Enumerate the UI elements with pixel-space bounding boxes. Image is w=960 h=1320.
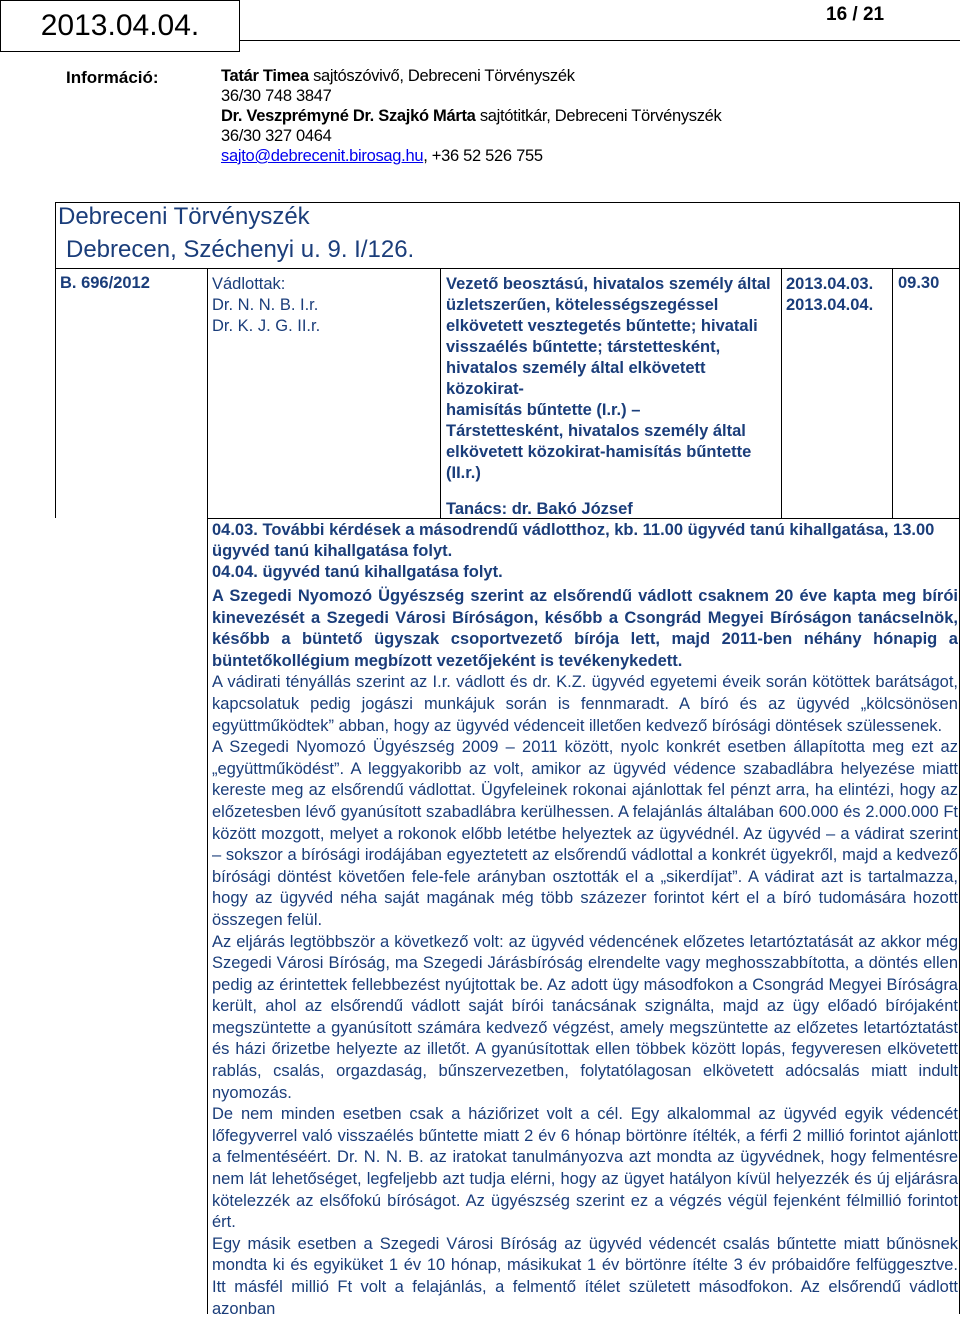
contact2-name: Dr. Veszprémyné Dr. Szajkó Márta bbox=[221, 107, 476, 125]
contact1-phone: 36/30 748 3847 bbox=[221, 87, 332, 105]
table-rule-left bbox=[55, 268, 56, 518]
paragraph: Egy másik esetben a Szegedi Városi Bíróság az ügyvéd védencét csalás bűntette miatt bűnösnek mondta ki és egyiküket 1 év 10 hónap, másikukat 1 év börtönre ítélte 3 év próbaidőre felfüggesztve. Itt másfél millió Ft volt a felajánlás, a felmentő ítélet született másodfokon. Az elsőrendű vádlott azonban bbox=[212, 1234, 958, 1318]
info-label: Információ: bbox=[66, 68, 159, 87]
contact1-role: sajtószóvivő, Debreceni Törvényszék bbox=[308, 67, 575, 85]
paragraph: De nem minden esetben csak a háziőrizet volt a cél. Egy alkalommal az ügyvéd egyik védencét lőfegyverrel való visszaélés bűntette miatt 2 év 6 hónap börtönre ítélték, a férfi 2 millió forintot ajánlott a felmentéséért. Dr. N. N. B. az iratokat tanulmányozva azt mondta az ügyvédnek, hogy felmentésre nem lát lehetőséget, legfeljebb azt tudja elérni, hogy az ügyet hatályon kívül helyezzék és új eljárásra kötelezzék az elsőfokú bíróságot. Az ügyészség szerint ez a végzés végül fejenként félmillió forintot ért. bbox=[212, 1105, 958, 1232]
email-line bbox=[221, 146, 722, 166]
charge-line: üzletszerűen, kötelességszegéssel bbox=[446, 296, 719, 314]
defendant-1: Dr. N. N. B. I.r. bbox=[212, 296, 319, 314]
table-rule-col1 bbox=[207, 268, 208, 1314]
charge-line: visszaélés bűntette; társtettesként, bbox=[446, 338, 721, 356]
court-name: Debreceni Törvényszék bbox=[58, 203, 310, 230]
info-block bbox=[221, 66, 722, 166]
paragraph: A vádirati tényállás szerint az I.r. vádlott és dr. K.Z. ügyvéd egyetemi éveik során kötöttek barátságot, kapcsolatuk pedig jogászi munkájuk során is fennmaradt. A bíró és az ügyvéd „kölcsönösen együttműködtek” abban, hogy az ügyvéd védenceit illetően kedvező bírósági döntések szülessenek. bbox=[212, 673, 958, 735]
header-rule bbox=[240, 40, 960, 41]
court-address: Debrecen, Széchenyi u. 9. I/126. bbox=[66, 236, 415, 263]
email-link[interactable]: sajto@debrecenit.birosag.hu bbox=[221, 147, 424, 165]
charge-line: elkövetett vesztegetés bűntette; hivatali bbox=[446, 317, 758, 335]
contact2-line bbox=[221, 106, 722, 126]
phone-extra: , +36 52 526 755 bbox=[423, 147, 543, 165]
hearing-date-1: 2013.04.03. bbox=[786, 275, 874, 293]
contact2-role: sajtótitkár, Debreceni Törvényszék bbox=[475, 107, 722, 125]
contact1-line bbox=[221, 66, 722, 86]
defendant-2: Dr. K. J. G. II.r. bbox=[212, 317, 321, 335]
note-line: ügyvéd tanú kihallgatása folyt. bbox=[212, 542, 453, 560]
panel-judge: Tanács: dr. Bakó József bbox=[446, 500, 633, 518]
paragraph: Az eljárás legtöbbször a következő volt: az ügyvéd védencének előzetes letartóztatását az akkor még Szegedi Városi Bíróság, ma Szegedi Járásbíróság elrendelte vagy meghosszabbította, a döntés ellen pedig az érintettek fellebbezést nyújtottak be. Az adott ügy másodfokon a Csongrád Megyei Bíróságra került, ahol az elsőrendű vádlott saját bírói tanácsának szignálta, majd az ügy előadó bírójaként megszüntette a gyanúsított számára kedvező végzést, amely megszüntette az előzetes letartóztatást és házi őrizetbe helyezte az illetőt. A gyanúsítottak ellen többek között lopás, fegyveresen elkövetett rablás, csalás, orgazdaság, bűnszervezetben, folytatólagosan elkövetett adócsalás miatt indult nyomozás. bbox=[212, 932, 958, 1102]
contact1-name: Tatár Timea bbox=[221, 67, 309, 85]
charge-line: Vezető beosztású, hivatalos személy által bbox=[446, 275, 771, 293]
header-date: 2013.04.04. bbox=[40, 9, 200, 42]
paragraph: A Szegedi Nyomozó Ügyészség 2009 – 2011 között, nyolc konkrét esetben állapította meg ezt az „együttműködést”. A leggyakoribb az volt, amikor az ügyvéd védence szabadlábra helyezése miatt kereste meg az elsőrendű vádlottat. Ügyfeleinek rokonai ajánlottak fel pénzt arra, ha elintézi, hogy az előzetesben lévő gyanúsított szabadlábra kerülhessen. A felajánlás általában 600.000 és 2.000.000 Ft között mozgott, melyet a rokonok előbb letétbe helyeztek az ügyvédnél. Az ügyvéd – a vádirat szerint – sokszor a bírósági irodájában egyeztetett az elsőrendű vádlottal a konkrét ügyekről, majd a kedvező bírósági döntést követően fele-fele arányban osztották el a „sikerdíjat”. A vádirat azt is tartalmazza, hogy az ügyvéd néha saját magának még több százezer forintot kért el a bíró tudomására hozott összegen felül. bbox=[212, 738, 958, 929]
table-rule-col4 bbox=[892, 268, 893, 518]
defendants-label: Vádlottak: bbox=[212, 275, 286, 293]
defendants bbox=[212, 274, 320, 337]
table-rule-top bbox=[55, 268, 960, 269]
page-number: 16 / 21 bbox=[826, 4, 885, 25]
hearing-notes bbox=[212, 520, 958, 583]
hearing-time: 09.30 bbox=[898, 274, 940, 292]
charge-line: hamisítás bűntette (I.r.) – bbox=[446, 401, 641, 419]
charge-line: hivatalos személy által elkövetett közokirat- bbox=[446, 359, 706, 398]
note-line: 04.04. ügyvéd tanú kihallgatása folyt. bbox=[212, 563, 503, 581]
table-rule-col2 bbox=[440, 268, 441, 518]
charges bbox=[446, 274, 786, 484]
hearing-dates bbox=[786, 274, 873, 316]
charge-line: (II.r.) bbox=[446, 464, 481, 482]
charge-line: elkövetett közokirat-hamisítás bűntette bbox=[446, 443, 752, 461]
paragraph-summary: A Szegedi Nyomozó Ügyészség szerint az elsőrendű vádlott csaknem 20 éve kapta meg bírói kinevezését a Szegedi Városi Bíróságon, később a Csongrád Megyei Bíróságon tanácselnök, később a büntető ügyszak csoportvezető bírója lett, majd 2011-ben néhány hónapig a büntetőkollégium megbízott vezetőjeként is tevékenykedett. bbox=[212, 587, 958, 670]
note-line: 04.03. További kérdések a másodrendű vádlotthoz, kb. 11.00 ügyvéd tanú kihallgatása, 13.00 bbox=[212, 521, 935, 539]
hearing-date-2: 2013.04.04. bbox=[786, 296, 874, 314]
date-box bbox=[0, 0, 240, 52]
case-description bbox=[212, 586, 958, 1320]
charge-line: Társtettesként, hivatalos személy által bbox=[446, 422, 746, 440]
case-id: B. 696/2012 bbox=[60, 274, 150, 292]
contact2-phone: 36/30 327 0464 bbox=[221, 127, 332, 145]
